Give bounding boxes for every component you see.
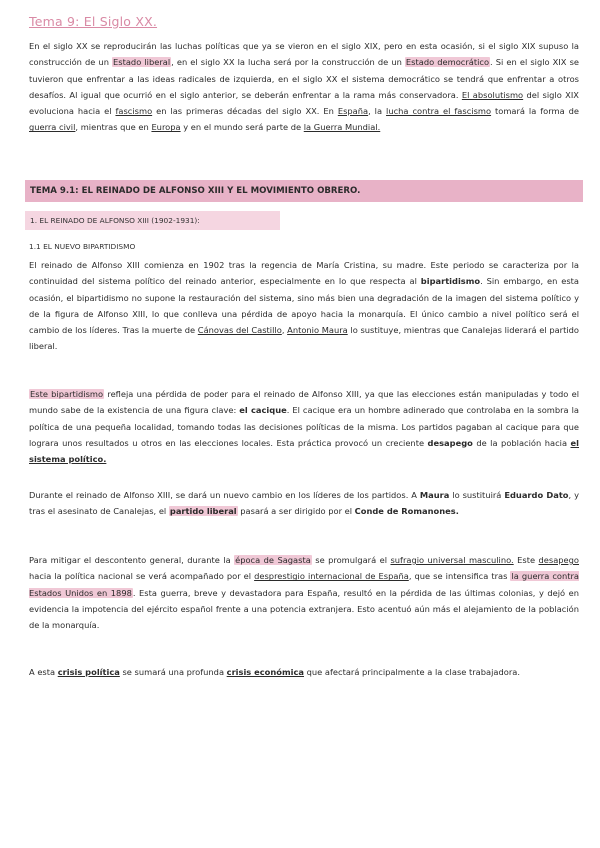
- paragraph-lideres: Durante el reinado de Alfonso XIII, se dará un nuevo cambio en los líderes de los partidos. A Maura lo sustituirá Eduardo Dato, y tras el asesinato de Canalejas, el partido liberal pasará a ser dirigido por el Conde de Romanones.: [29, 490, 579, 517]
- paragraph-bipartidismo: El reinado de Alfonso XIII comienza en 1902 tras la regencia de María Cristina, su madre. Este periodo se caracteriza por la continuidad del sistema político del reinado anterior, especialmente en lo que respecta al bipartidismo. Sin embargo, en esta ocasión, el bipartidismo no supone la restauración del sistema, sino más bien una degradación de la imagen del sistema político y de la figura de Alfonso XIII, lo que conlleva una pérdida de apoyo hacia la monarquía. El único cambio a nivel político será el cambio de los líderes. Tras la muerte de Cánovas del Castillo, Antonio Maura lo sustituye, mientras que Canalejas liderará el partido liberal.: [29, 260, 579, 352]
- paragraph-desprestigio: Para mitigar el descontento general, durante la época de Sagasta se promulgará el sufragio universal masculino. Este desapego hacia la política nacional se verá acompañado por el desprestigio internacional de España, que se intensifica tras la guerra contra Estados Unidos en 1898. Esta guerra, breve y devastadora para España, resultó en la pérdida de las últimas colonias, y dejó en evidencia la impotencia del ejército español frente a una potencia extranjera. Esto acentuó aún más el alejamiento de la población de la monarquía.: [29, 555, 579, 631]
- page-title: Tema 9: El Siglo XX.: [29, 14, 158, 29]
- paragraph-cacique: Este bipartidismo refleja una pérdida de poder para el reinado de Alfonso XIII, ya que las elecciones están manipuladas y todo el mundo sabe de la existencia de una figura clave: el cacique. El cacique era un hombre adinerado que controlaba en la sombra la política de una pequeña localidad, tomando todas las decisiones políticas de la misma. Los partidos pagaban al cacique para que lograra unos resultados u otros en las elecciones locales. Esta práctica provocó un creciente desapego de la población hacia el sistema político.: [29, 389, 580, 465]
- subsubsection-heading: 1.1 EL NUEVO BIPARTIDISMO: [29, 242, 136, 251]
- section-heading: TEMA 9.1: EL REINADO DE ALFONSO XIII Y EL MOVIMIENTO OBRERO.: [25, 180, 583, 202]
- paragraph-crisis: A esta crisis política se sumará una profunda crisis económica que afectará principalmente a la clase trabajadora.: [29, 667, 520, 677]
- subsection-heading: 1. EL REINADO DE ALFONSO XIII (1902-1931):: [25, 211, 280, 230]
- intro-paragraph: En el siglo XX se reproducirán las luchas políticas que ya se vieron en el siglo XIX, pero en esta ocasión, si el siglo XIX supuso la construcción de un Estado liberal, en el siglo XX la lucha será por la construcción de un Estado democrático. Si en el siglo XIX se tuvieron que enfrentar a las ideas radicales de izquierda, en el siglo XX el sistema democrático se tendrá que enfrentar a otros desafíos. Al igual que ocurrió en el siglo anterior, se deberán enfrentar a la rama más conservadora. El absolutismo del siglo XIX evoluciona hacia el fascismo en las primeras décadas del siglo XX. En España, la lucha contra el fascismo tomará la forma de guerra civil, mientras que en Europa y en el mundo será parte de la Guerra Mundial.: [29, 41, 580, 133]
